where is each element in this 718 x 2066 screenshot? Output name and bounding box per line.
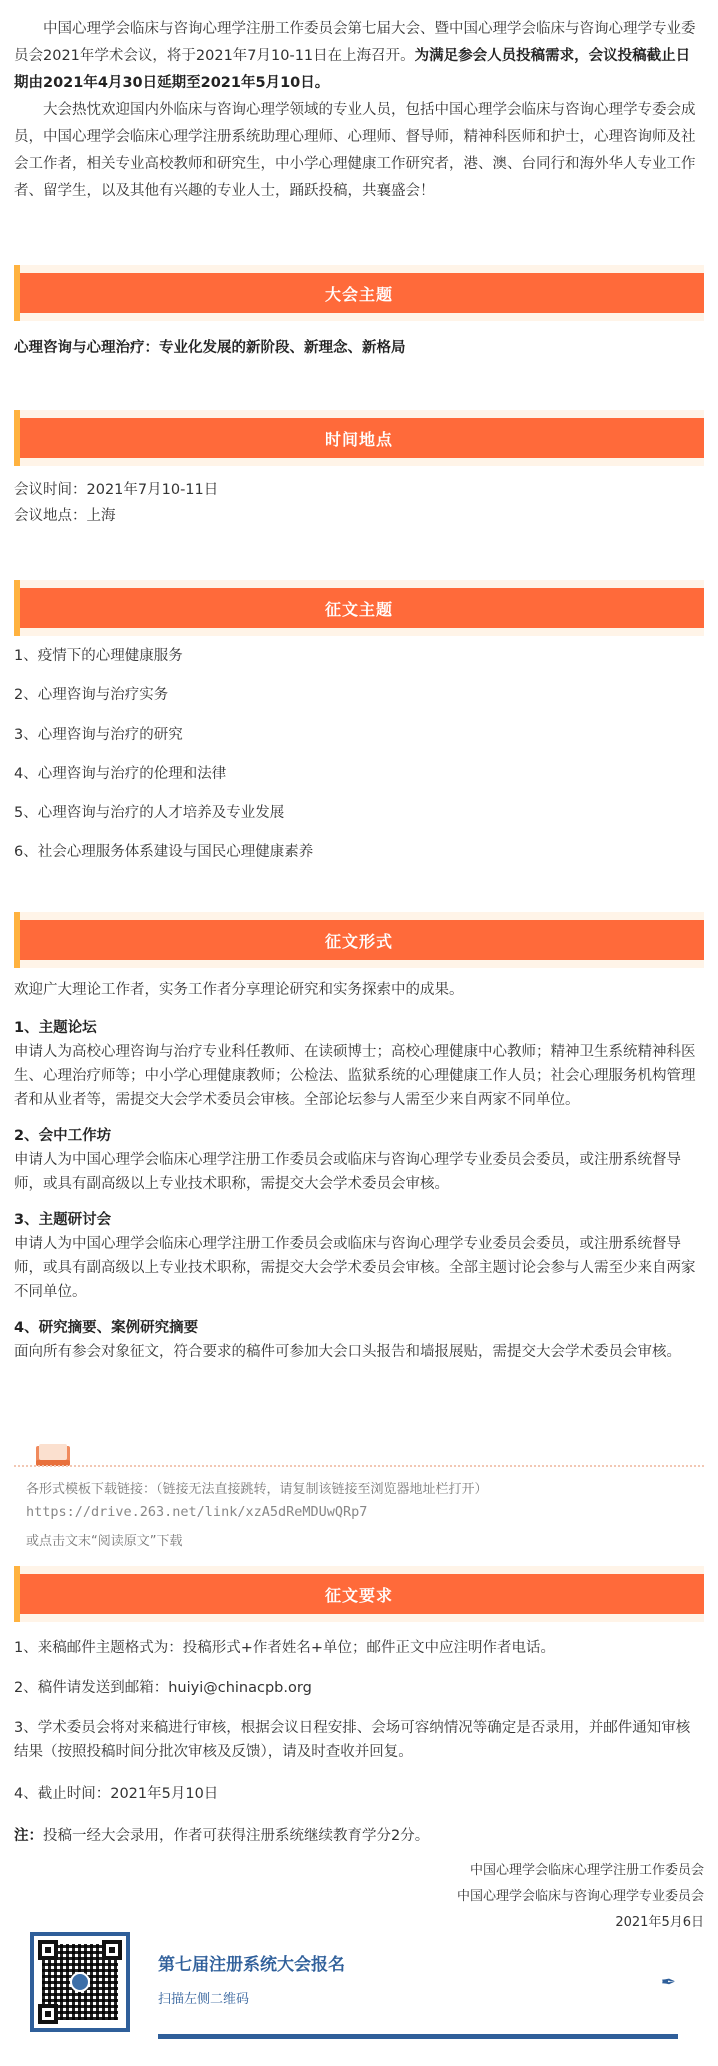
- section-header-topics: [14, 588, 704, 628]
- form-item-body: 申请人为中国心理学会临床心理学注册工作委员会或临床与咨询心理学专业委员会委员，或注册系统督导师，或具有副高级以上专业技术职称，需提交大会学术委员会审核。: [14, 1152, 681, 1192]
- form-item-body: 申请人为中国心理学会临床心理学注册工作委员会或临床与咨询心理学专业委员会委员，或注册系统督导师，或具有副高级以上专业技术职称，需提交大会学术委员会审核。全部主题讨论会参与人需至少来自两家不同单位。: [14, 1236, 696, 1300]
- form-item-body: 申请人为高校心理咨询与治疗专业科任教师、在读硕博士；高校心理健康中心教师；精神卫生系统精神科医生、心理治疗师等；中小学心理健康教师；公检法、监狱系统的心理健康工作人员；社会心理服务机构管理者和从业者等，需提交大会学术委员会审核。全部论坛参与人需至少来自两家不同单位。: [14, 1044, 696, 1108]
- list-item: 5、心理咨询与治疗的人才培养及专业发展: [14, 805, 285, 822]
- form-item-title: 3、主题研讨会: [14, 1212, 112, 1228]
- form-item-body: 面向所有参会对象征文，符合要求的稿件可参加大会口头报告和墙报展贴，需提交大会学术委员会审核。: [14, 1344, 681, 1360]
- section-title: 征文形式: [324, 931, 393, 951]
- requirement-2: 2、稿件请发送到邮箱：huiyi@chinacpb.org: [14, 1680, 312, 1696]
- form-item: [14, 1208, 704, 1304]
- form-item: [14, 1316, 704, 1364]
- section-header-theme: [14, 273, 704, 313]
- form-item: [14, 1124, 704, 1196]
- form-item-title: 4、研究摘要、案例研究摘要: [14, 1320, 199, 1336]
- section-header-accent: [14, 1566, 20, 1622]
- section-header-accent: [14, 912, 20, 968]
- form-item: [14, 1016, 704, 1112]
- section-header-accent: [14, 580, 20, 636]
- deadline-notice: 为满足参会人员投稿需求，会议投稿截止日期由2021年4月30日延期至2021年5月10日。: [14, 48, 691, 91]
- bird-icon: ✒: [660, 1972, 676, 1993]
- footer-underline: [158, 2034, 678, 2039]
- requirement-3: 3、学术委员会将对来稿进行审核，根据会议日程安排、会场可容纳情况等确定是否录用，并邮件通知审核结果（按照投稿时间分批次审核及反馈），请及时查收并回复。: [14, 1720, 691, 1760]
- forms-intro: 欢迎广大理论工作者，实务工作者分享理论研究和实务探索中的成果。: [14, 982, 464, 998]
- note: [14, 1824, 704, 1848]
- meeting-place: 会议地点：上海: [14, 508, 116, 524]
- section-header-accent: [14, 265, 20, 321]
- qr-finder: [102, 1940, 122, 1960]
- form-item-title: 1、主题论坛: [14, 1020, 97, 1036]
- registration-title: 第七届注册系统大会报名: [158, 1955, 345, 1975]
- signature-org-1: 中国心理学会临床心理学注册工作委员会: [469, 1863, 704, 1878]
- intro-paragraph-1: 中国心理学会临床与咨询心理学注册工作委员会第七届大会、暨中国心理学会临床与咨询心理学专业委员会2021年学术会议，将于2021年7月10-11日在上海召开。为满足参会人员投稿需求，会议投稿截止日期由2021年4月30日延期至2021年5月10日。: [14, 21, 696, 91]
- registration-footer: [30, 1932, 690, 2047]
- topic-list: [14, 637, 704, 873]
- form-item-title: 2、会中工作坊: [14, 1128, 112, 1144]
- qr-code[interactable]: [30, 1932, 130, 2032]
- requirement-1: 1、来稿邮件主题格式为：投稿形式+作者姓名+单位；邮件正文中应注明作者电话。: [14, 1640, 556, 1656]
- list-item: 6、社会心理服务体系建设与国民心理健康素养: [14, 844, 314, 861]
- signature-date: 2021年5月6日: [615, 1915, 704, 1930]
- registration-subtitle: 扫描左侧二维码: [158, 1992, 250, 2007]
- qr-finder: [38, 2004, 58, 2024]
- section-header-requirements: [14, 1574, 704, 1614]
- note-label: 注：: [14, 1828, 43, 1844]
- section-header-accent: [14, 410, 20, 466]
- forms-section: [14, 978, 704, 1364]
- note-text: 投稿一经大会录用，作者可获得注册系统继续教育学分2分。: [43, 1828, 430, 1844]
- template-download: [14, 1440, 704, 1550]
- read-original-hint: 或点击文末“阅读原文”下载: [26, 1534, 183, 1549]
- list-item: 4、心理咨询与治疗的伦理和法律: [14, 765, 227, 782]
- intro-paragraph-2: 大会热忱欢迎国内外临床与咨询心理学领域的专业人员，包括中国心理学会临床与咨询心理学专委会成员，中国心理学会临床心理学注册系统助理心理师、心理师、督导师，精神科医师和护士，心理咨询师及社会工作者，相关专业高校教师和研究生，中小学心理健康工作研究者，港、澳、台同行和海外华人专业工作者、留学生，以及其他有兴趣的专业人士，踊跃投稿，共襄盛会！: [14, 102, 696, 199]
- signature: [457, 1858, 704, 1936]
- meeting-time: 会议时间：2021年7月10-11日: [14, 482, 219, 498]
- list-item: 1、疫情下的心理健康服务: [14, 648, 183, 664]
- list-item: 3、心理咨询与治疗的研究: [14, 726, 183, 743]
- template-hint: 各形式模板下载链接：（链接无法直接跳转，请复制该链接至浏览器地址栏打开）: [26, 1482, 488, 1497]
- section-header-forms: [14, 920, 704, 960]
- theme-text: 心理咨询与心理治疗：专业化发展的新阶段、新理念、新格局: [14, 340, 406, 356]
- intro-section: [0, 0, 718, 205]
- list-item: 2、心理咨询与治疗实务: [14, 687, 169, 704]
- section-title: 征文主题: [324, 599, 393, 619]
- divider: [14, 1465, 704, 1467]
- book-icon: [34, 1440, 74, 1468]
- qr-finder: [38, 1940, 58, 1960]
- section-header-time-place: [14, 418, 704, 458]
- template-link[interactable]: https://drive.263.net/link/xzA5dReMDUwQRp7: [26, 1504, 368, 1520]
- signature-org-2: 中国心理学会临床与咨询心理学专业委员会: [456, 1889, 704, 1904]
- section-title: 大会主题: [324, 284, 393, 304]
- section-title: 征文要求: [324, 1585, 393, 1605]
- requirement-4: 4、截止时间：2021年5月10日: [14, 1786, 219, 1802]
- section-title: 时间地点: [324, 429, 393, 449]
- qr-logo: [70, 1972, 90, 1992]
